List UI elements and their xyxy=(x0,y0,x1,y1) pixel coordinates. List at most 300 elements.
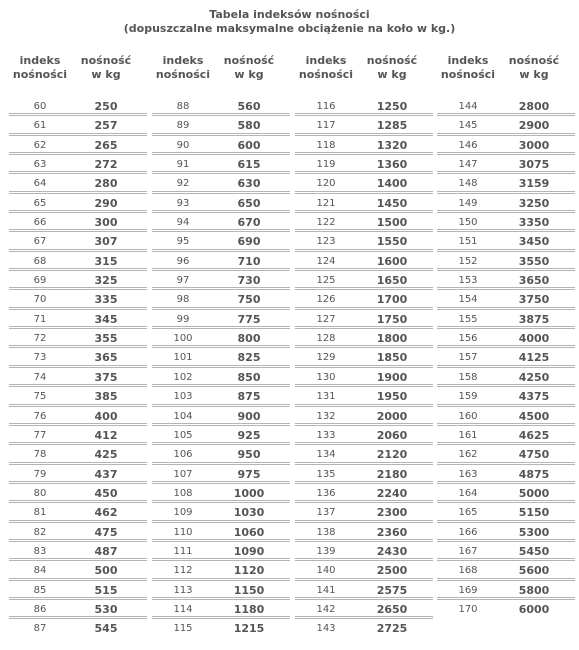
table-row xyxy=(152,136,290,155)
load-index-value: 120 xyxy=(316,178,336,190)
capacity-kg-value: 2300 xyxy=(376,506,408,520)
capacity-kg-value: 365 xyxy=(94,351,118,365)
table-row xyxy=(152,194,290,213)
capacity-kg-value: 487 xyxy=(94,544,118,558)
table-row xyxy=(152,426,290,445)
capacity-kg-value: 650 xyxy=(237,196,261,210)
header-load-index xyxy=(9,54,71,82)
capacity-kg-value: 825 xyxy=(237,351,261,365)
capacity-kg-value: 2725 xyxy=(376,622,408,636)
capacity-kg-value: 257 xyxy=(94,119,118,133)
load-index-value: 113 xyxy=(173,584,193,596)
table-row xyxy=(9,503,147,522)
table-row xyxy=(295,155,433,174)
table-row xyxy=(9,523,147,542)
capacity-kg-value: 280 xyxy=(94,177,118,191)
table-row xyxy=(9,600,147,619)
capacity-kg-value: 580 xyxy=(237,119,261,133)
load-index-value: 89 xyxy=(176,120,190,132)
table-row xyxy=(9,97,147,116)
capacity-kg-value: 3159 xyxy=(518,177,550,191)
capacity-kg-value: 690 xyxy=(237,235,261,249)
title-main: Tabela indeksów nośności xyxy=(209,8,370,21)
table-row xyxy=(295,561,433,580)
load-index-value: 122 xyxy=(316,217,336,229)
table-row xyxy=(295,445,433,464)
capacity-kg-value: 4125 xyxy=(518,351,550,365)
load-index-value: 169 xyxy=(458,584,478,596)
capacity-kg-value: 1500 xyxy=(376,216,408,230)
capacity-kg-value: 1360 xyxy=(376,158,408,172)
load-index-value: 130 xyxy=(316,371,336,383)
table-row xyxy=(9,116,147,135)
load-index-value: 123 xyxy=(316,236,336,248)
load-index-value: 141 xyxy=(316,584,336,596)
capacity-kg-value: 2900 xyxy=(518,119,550,133)
capacity-kg-value: 335 xyxy=(94,293,118,307)
table-row xyxy=(295,116,433,135)
capacity-kg-value: 462 xyxy=(94,506,118,520)
capacity-kg-value: 950 xyxy=(237,448,261,462)
table-row xyxy=(295,194,433,213)
table-row xyxy=(9,484,147,503)
table-row xyxy=(437,97,575,116)
capacity-kg-value: 1400 xyxy=(376,177,408,191)
header-load-index-line: nośności xyxy=(298,68,354,81)
header-capacity-kg xyxy=(503,54,565,82)
table-row xyxy=(152,155,290,174)
table-row xyxy=(9,368,147,387)
load-index-value: 110 xyxy=(173,526,193,538)
table-row xyxy=(152,465,290,484)
load-index-value: 118 xyxy=(316,139,336,151)
load-index-value: 108 xyxy=(173,487,193,499)
load-index-value: 100 xyxy=(173,333,193,345)
capacity-kg-value: 1950 xyxy=(376,390,408,404)
load-index-value: 132 xyxy=(316,410,336,422)
load-index-value: 167 xyxy=(458,545,478,557)
table-row xyxy=(437,523,575,542)
table-row xyxy=(295,407,433,426)
header-capacity-kg-line: nośność xyxy=(508,54,560,67)
load-index-value: 112 xyxy=(173,565,193,577)
load-index-value: 127 xyxy=(316,313,336,325)
load-index-value: 96 xyxy=(176,255,190,267)
table-row xyxy=(9,348,147,367)
load-index-value: 148 xyxy=(458,178,478,190)
table-row xyxy=(152,368,290,387)
capacity-kg-value: 5800 xyxy=(518,583,550,597)
load-index-value: 98 xyxy=(176,294,190,306)
load-index-value: 162 xyxy=(458,449,478,461)
load-index-value: 75 xyxy=(33,391,47,403)
load-index-value: 78 xyxy=(33,449,47,461)
table-row xyxy=(295,97,433,116)
capacity-kg-value: 1850 xyxy=(376,351,408,365)
load-index-value: 153 xyxy=(458,275,478,287)
capacity-kg-value: 875 xyxy=(237,390,261,404)
table-row xyxy=(9,155,147,174)
table-row xyxy=(437,581,575,600)
capacity-kg-value: 1215 xyxy=(233,622,265,636)
load-index-value: 93 xyxy=(176,197,190,209)
capacity-kg-value: 5300 xyxy=(518,525,550,539)
capacity-kg-value: 325 xyxy=(94,274,118,288)
header-load-index xyxy=(437,54,499,82)
load-index-value: 79 xyxy=(33,468,47,480)
capacity-kg-value: 3350 xyxy=(518,216,550,230)
capacity-kg-value: 3875 xyxy=(518,312,550,326)
load-index-value: 114 xyxy=(173,603,193,615)
load-index-value: 116 xyxy=(316,101,336,112)
column-rows xyxy=(437,97,575,619)
table-row xyxy=(295,581,433,600)
capacity-kg-value: 670 xyxy=(237,216,261,230)
table-row xyxy=(9,542,147,561)
table-row xyxy=(9,581,147,600)
capacity-kg-value: 315 xyxy=(94,254,118,268)
column-header xyxy=(295,54,433,84)
header-capacity-kg xyxy=(218,54,280,82)
table-row xyxy=(437,232,575,251)
column-header xyxy=(9,54,147,84)
capacity-kg-value: 450 xyxy=(94,486,118,500)
table-row xyxy=(152,503,290,522)
load-index-value: 151 xyxy=(458,236,478,248)
table-row xyxy=(152,542,290,561)
table-row xyxy=(9,136,147,155)
table-row xyxy=(437,290,575,309)
table-row xyxy=(437,310,575,329)
load-index-value: 117 xyxy=(316,120,336,132)
capacity-kg-value: 4375 xyxy=(518,390,550,404)
load-index-value: 142 xyxy=(316,603,336,615)
table-row xyxy=(9,252,147,271)
load-index-value: 136 xyxy=(316,487,336,499)
load-index-value: 150 xyxy=(458,217,478,229)
load-index-value: 163 xyxy=(458,468,478,480)
table-row xyxy=(9,387,147,406)
capacity-kg-value: 2360 xyxy=(376,525,408,539)
capacity-kg-value: 600 xyxy=(237,138,261,152)
capacity-kg-value: 1900 xyxy=(376,370,408,384)
capacity-kg-value: 750 xyxy=(237,293,261,307)
load-index-value: 168 xyxy=(458,565,478,577)
capacity-kg-value: 2500 xyxy=(376,564,408,578)
capacity-kg-value: 5450 xyxy=(518,544,550,558)
table-row xyxy=(152,523,290,542)
capacity-kg-value: 5000 xyxy=(518,486,550,500)
table-row xyxy=(295,136,433,155)
load-index-value: 63 xyxy=(33,159,47,171)
table-row xyxy=(295,503,433,522)
load-index-value: 84 xyxy=(33,565,47,577)
capacity-kg-value: 850 xyxy=(237,370,261,384)
load-index-value: 99 xyxy=(176,313,190,325)
load-index-value: 97 xyxy=(176,275,190,287)
load-index-value: 157 xyxy=(458,352,478,364)
load-index-value: 143 xyxy=(316,623,336,635)
load-index-value: 121 xyxy=(316,197,336,209)
load-index-value: 134 xyxy=(316,449,336,461)
load-index-value: 81 xyxy=(33,507,47,519)
load-index-value: 66 xyxy=(33,217,47,229)
table-row xyxy=(152,561,290,580)
load-index-value: 61 xyxy=(33,120,47,132)
load-index-value: 119 xyxy=(316,159,336,171)
load-index-value: 140 xyxy=(316,565,336,577)
header-load-index xyxy=(152,54,214,82)
capacity-kg-value: 4250 xyxy=(518,370,550,384)
capacity-kg-value: 710 xyxy=(237,254,261,268)
header-capacity-kg xyxy=(361,54,423,82)
table-row xyxy=(437,174,575,193)
header-capacity-kg-line: w kg xyxy=(377,68,407,81)
header-load-index-line: indeks xyxy=(447,54,489,67)
column-rows xyxy=(9,97,147,639)
load-index-value: 155 xyxy=(458,313,478,325)
capacity-kg-value: 1750 xyxy=(376,312,408,326)
capacity-kg-value: 345 xyxy=(94,312,118,326)
load-index-value: 82 xyxy=(33,526,47,538)
table-row xyxy=(437,503,575,522)
table-row xyxy=(437,426,575,445)
capacity-kg-value: 2000 xyxy=(376,409,408,423)
load-index-value: 128 xyxy=(316,333,336,345)
load-index-value: 72 xyxy=(33,333,47,345)
table-row xyxy=(295,523,433,542)
capacity-kg-value: 800 xyxy=(237,332,261,346)
table-row xyxy=(152,348,290,367)
capacity-kg-value: 250 xyxy=(94,100,118,113)
table-row xyxy=(152,116,290,135)
capacity-kg-value: 1060 xyxy=(233,525,265,539)
load-index-value: 152 xyxy=(458,255,478,267)
table-row xyxy=(152,619,290,638)
capacity-kg-value: 265 xyxy=(94,138,118,152)
table-row xyxy=(9,194,147,213)
table-row xyxy=(152,407,290,426)
table-row xyxy=(295,232,433,251)
capacity-kg-value: 1320 xyxy=(376,138,408,152)
load-index-value: 158 xyxy=(458,371,478,383)
load-index-value: 90 xyxy=(176,139,190,151)
table-row xyxy=(437,194,575,213)
load-index-value: 111 xyxy=(173,545,193,557)
load-index-value: 105 xyxy=(173,429,193,441)
table-row xyxy=(437,213,575,232)
load-index-value: 146 xyxy=(458,139,478,151)
capacity-kg-value: 400 xyxy=(94,409,118,423)
load-index-value: 144 xyxy=(458,101,478,112)
table-row xyxy=(437,271,575,290)
table-row xyxy=(9,465,147,484)
table-row xyxy=(437,484,575,503)
load-index-value: 70 xyxy=(33,294,47,306)
table-row xyxy=(295,600,433,619)
capacity-kg-value: 385 xyxy=(94,390,118,404)
column-rows xyxy=(152,97,290,639)
load-index-value: 64 xyxy=(33,178,47,190)
capacity-kg-value: 1180 xyxy=(233,602,265,616)
table-row xyxy=(437,348,575,367)
header-load-index-line: indeks xyxy=(162,54,204,67)
load-index-value: 106 xyxy=(173,449,193,461)
table-row xyxy=(437,329,575,348)
header-load-index-line: indeks xyxy=(19,54,61,67)
load-index-value: 147 xyxy=(458,159,478,171)
table-row xyxy=(152,484,290,503)
table-row xyxy=(295,348,433,367)
capacity-kg-value: 2575 xyxy=(376,583,408,597)
load-index-value: 60 xyxy=(33,101,47,112)
header-load-index-line: indeks xyxy=(305,54,347,67)
capacity-kg-value: 630 xyxy=(237,177,261,191)
table-row xyxy=(152,252,290,271)
capacity-kg-value: 307 xyxy=(94,235,118,249)
capacity-kg-value: 515 xyxy=(94,583,118,597)
load-index-value: 166 xyxy=(458,526,478,538)
table-row xyxy=(295,252,433,271)
capacity-kg-value: 290 xyxy=(94,196,118,210)
table-row xyxy=(9,174,147,193)
load-index-value: 80 xyxy=(33,487,47,499)
header-capacity-kg-line: w kg xyxy=(234,68,264,81)
capacity-kg-value: 1030 xyxy=(233,506,265,520)
column-header xyxy=(152,54,290,84)
table-row xyxy=(9,232,147,251)
table-title xyxy=(0,8,579,36)
table-row xyxy=(295,213,433,232)
capacity-kg-value: 1090 xyxy=(233,544,265,558)
load-index-value: 165 xyxy=(458,507,478,519)
capacity-kg-value: 1450 xyxy=(376,196,408,210)
table-row xyxy=(295,310,433,329)
capacity-kg-value: 437 xyxy=(94,467,118,481)
load-index-value: 74 xyxy=(33,371,47,383)
load-index-value: 87 xyxy=(33,623,47,635)
header-load-index-line: nośności xyxy=(12,68,68,81)
load-index-value: 139 xyxy=(316,545,336,557)
load-index-value: 77 xyxy=(33,429,47,441)
capacity-kg-value: 925 xyxy=(237,428,261,442)
load-index-value: 154 xyxy=(458,294,478,306)
capacity-kg-value: 530 xyxy=(94,602,118,616)
load-index-value: 88 xyxy=(176,101,190,112)
table-row xyxy=(295,542,433,561)
load-index-value: 85 xyxy=(33,584,47,596)
load-index-value: 156 xyxy=(458,333,478,345)
capacity-kg-value: 1250 xyxy=(376,100,408,113)
table-row xyxy=(9,310,147,329)
load-index-value: 145 xyxy=(458,120,478,132)
table-row xyxy=(295,329,433,348)
load-index-value: 160 xyxy=(458,410,478,422)
load-index-value: 69 xyxy=(33,275,47,287)
table-row xyxy=(9,271,147,290)
capacity-kg-value: 545 xyxy=(94,622,118,636)
header-load-index xyxy=(295,54,357,82)
load-index-value: 135 xyxy=(316,468,336,480)
table-row xyxy=(437,368,575,387)
load-index-value: 65 xyxy=(33,197,47,209)
header-load-index-line: nośności xyxy=(440,68,496,81)
load-index-value: 101 xyxy=(173,352,193,364)
table-row xyxy=(295,484,433,503)
header-capacity-kg-line: w kg xyxy=(91,68,121,81)
capacity-kg-value: 560 xyxy=(237,100,261,113)
capacity-kg-value: 475 xyxy=(94,525,118,539)
column-rows xyxy=(295,97,433,639)
load-index-value: 104 xyxy=(173,410,193,422)
header-capacity-kg-line: nośność xyxy=(223,54,275,67)
table-row xyxy=(9,329,147,348)
capacity-kg-value: 4000 xyxy=(518,332,550,346)
capacity-kg-value: 1285 xyxy=(376,119,408,133)
table-row xyxy=(295,368,433,387)
table-row xyxy=(295,426,433,445)
load-index-value: 68 xyxy=(33,255,47,267)
load-index-value: 129 xyxy=(316,352,336,364)
capacity-kg-value: 615 xyxy=(237,158,261,172)
capacity-kg-value: 272 xyxy=(94,158,118,172)
load-index-value: 83 xyxy=(33,545,47,557)
capacity-kg-value: 3750 xyxy=(518,293,550,307)
capacity-kg-value: 2120 xyxy=(376,448,408,462)
table-row xyxy=(152,581,290,600)
table-row xyxy=(295,290,433,309)
capacity-kg-value: 3075 xyxy=(518,158,550,172)
capacity-kg-value: 500 xyxy=(94,564,118,578)
table-row xyxy=(437,116,575,135)
table-row xyxy=(9,426,147,445)
capacity-kg-value: 412 xyxy=(94,428,118,442)
table-row xyxy=(9,445,147,464)
table-row xyxy=(9,561,147,580)
header-capacity-kg xyxy=(75,54,137,82)
load-index-value: 124 xyxy=(316,255,336,267)
table-row xyxy=(295,465,433,484)
load-index-value: 91 xyxy=(176,159,190,171)
load-index-value: 94 xyxy=(176,217,190,229)
header-load-index-line: nośności xyxy=(155,68,211,81)
table-row xyxy=(437,155,575,174)
capacity-kg-value: 3000 xyxy=(518,138,550,152)
capacity-kg-value: 4625 xyxy=(518,428,550,442)
capacity-kg-value: 2060 xyxy=(376,428,408,442)
title-subtitle: (dopuszczalne maksymalne obciążenie na koło w kg.) xyxy=(123,22,456,35)
load-index-value: 103 xyxy=(173,391,193,403)
load-index-value: 71 xyxy=(33,313,47,325)
table-row xyxy=(295,271,433,290)
load-index-value: 86 xyxy=(33,603,47,615)
load-index-value: 159 xyxy=(458,391,478,403)
load-index-value: 67 xyxy=(33,236,47,248)
capacity-kg-value: 775 xyxy=(237,312,261,326)
capacity-kg-value: 975 xyxy=(237,467,261,481)
capacity-kg-value: 900 xyxy=(237,409,261,423)
load-index-value: 125 xyxy=(316,275,336,287)
table-row xyxy=(152,329,290,348)
table-row xyxy=(9,619,147,638)
header-capacity-kg-line: nośność xyxy=(80,54,132,67)
table-row xyxy=(295,174,433,193)
capacity-kg-value: 2240 xyxy=(376,486,408,500)
table-row xyxy=(437,561,575,580)
load-index-value: 161 xyxy=(458,429,478,441)
capacity-kg-value: 355 xyxy=(94,332,118,346)
capacity-kg-value: 2650 xyxy=(376,602,408,616)
